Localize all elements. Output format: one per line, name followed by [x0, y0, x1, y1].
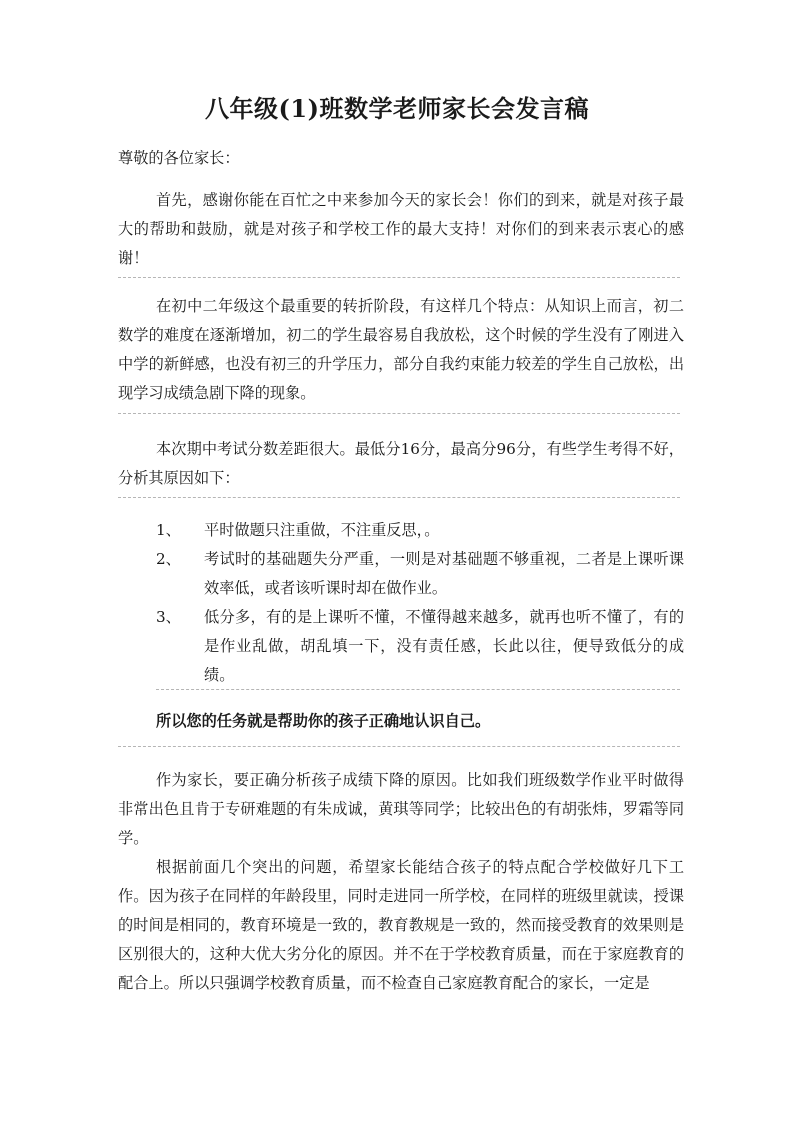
list-item-number: 1、	[156, 521, 181, 539]
list-item	[156, 516, 684, 545]
paragraph-analysis: 作为家长，要正确分析孩子成绩下降的原因。比如我们班级数学作业平时做得非常出色且肯于专研难题的有朱成诚，黄琪等同学；比较出色的有胡张炜，罗霜等同学。	[118, 771, 684, 847]
paragraph-parent-task: 所以您的任务就是帮助你的孩子正确地认识自己。	[156, 712, 491, 730]
list-item-number: 3、	[156, 608, 181, 626]
paragraph-thanks: 首先，感谢你能在百忙之中来参加今天的家长会！你们的到来，就是对孩子最大的帮助和鼓励，就是对孩子和学校工作的最大支持！对你们的到来表示衷心的感谢！	[118, 191, 684, 267]
list-item-text: 低分多，有的是上课听不懂，不懂得越来越多，就再也听不懂了，有的是作业乱做，胡乱填一下，没有责任感，长此以往，便导致低分的成绩。	[204, 608, 684, 684]
paragraph-cooperation: 根据前面几个突出的问题，希望家长能结合孩子的特点配合学校做好几下工作。因为孩子在同样的年龄段里，同时走进同一所学校，在同样的班级里就读，授课的时间是相同的，教育环境是一致的，教育教规是一致的，然而接受教育的效果则是区别很大的，这种大优大劣分化的原因。并不在于学校教育质量，而在于家庭教育的配合上。所以只强调学校教育质量，而不检查自己家庭教育配合的家长，一定是	[118, 858, 684, 992]
dashed-divider	[118, 497, 680, 498]
list-item-number: 2、	[156, 550, 181, 568]
list-item	[156, 603, 684, 690]
reasons-list	[156, 516, 684, 690]
dashed-divider	[118, 413, 680, 414]
list-item	[156, 545, 684, 603]
dashed-divider	[118, 746, 680, 747]
document-title: 八年级(1)班数学老师家长会发言稿	[205, 94, 589, 123]
list-item-text: 考试时的基础题失分严重，一则是对基础题不够重视，二者是上课听课效率低，或者该听课时却在做作业。	[204, 550, 684, 597]
greeting: 尊敬的各位家长：	[118, 149, 240, 167]
paragraph-grade-features: 在初中二年级这个最重要的转折阶段，有这样几个特点：从知识上而言，初二数学的难度在逐渐增加，初二的学生最容易自我放松，这个时候的学生没有了刚进入中学的新鲜感，也没有初三的升学压力，部分自我约束能力较差的学生自己放松，出现学习成绩急剧下降的现象。	[118, 297, 684, 402]
list-item-text: 平时做题只注重做，不注重反思，。	[204, 521, 440, 539]
dashed-divider	[118, 277, 680, 278]
paragraph-exam-scores: 本次期中考试分数差距很大。最低分16分，最高分96分，有些学生考得不好，分析其原因如下：	[118, 440, 684, 487]
dashed-divider	[156, 689, 680, 690]
